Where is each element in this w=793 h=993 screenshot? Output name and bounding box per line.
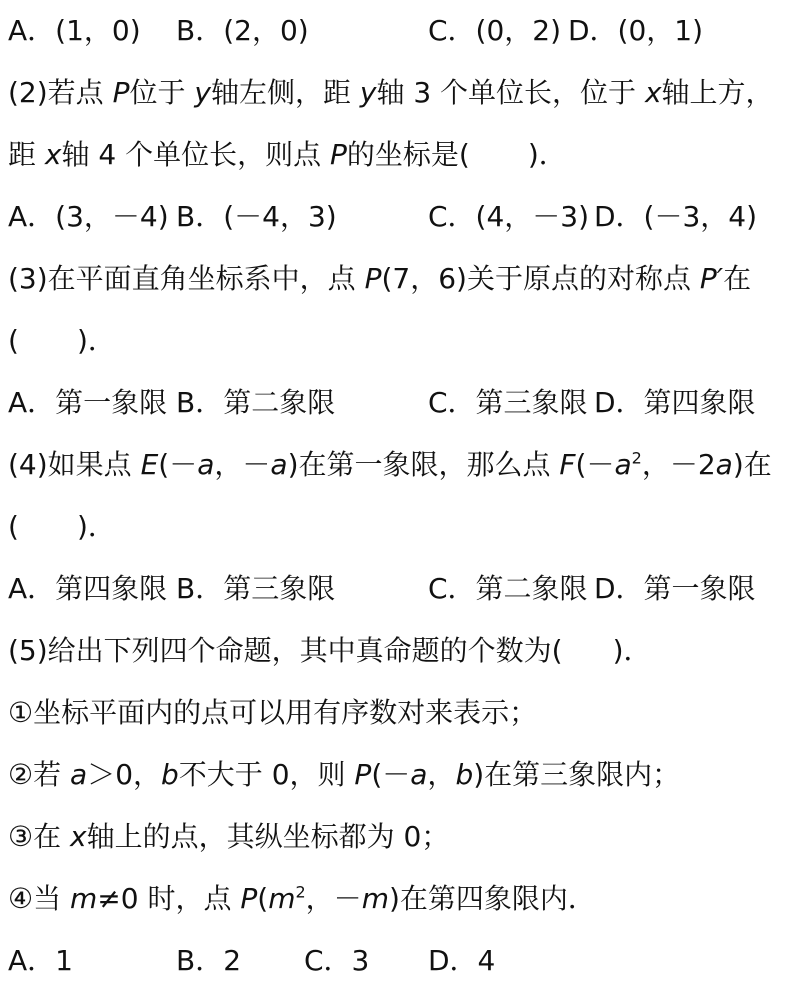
q1-option-b: B．(2，0)	[176, 14, 309, 47]
var-p: P	[240, 882, 258, 915]
proposition-text: ③在	[8, 820, 71, 853]
proposition-text: (－	[371, 758, 411, 791]
q3-stem-line-1	[8, 248, 787, 310]
var-m: m	[268, 882, 296, 915]
q3-stem-line-2	[8, 310, 787, 372]
var-p-prime: P′	[699, 262, 724, 295]
q4-option-a: A．第四象限	[8, 572, 168, 605]
proposition-text: ②若	[8, 758, 71, 791]
proposition-text: 轴上的点，其纵坐标都为 0；	[86, 820, 450, 853]
q2-stem-text: 轴 4 个单位长，则点	[61, 138, 331, 171]
q1-options-row	[8, 0, 787, 62]
q3-options-row	[8, 372, 787, 434]
proposition-text: )在第三象限内；	[473, 758, 681, 791]
var-m: m	[361, 882, 389, 915]
q1-option-a: A．(1，0)	[8, 14, 141, 47]
var-a: a	[715, 448, 733, 481]
q5-option-d: D．4	[428, 944, 496, 977]
exponent: 2	[295, 882, 306, 902]
proposition-text: (	[257, 882, 269, 915]
q4-options-row	[8, 558, 787, 620]
q3-stem-text: (3)在平面直角坐标系中，点	[8, 262, 365, 295]
q4-option-b: B．第三象限	[176, 572, 336, 605]
q4-stem-text: (－	[158, 448, 198, 481]
var-x: x	[44, 138, 62, 171]
var-b: b	[455, 758, 474, 791]
q4-stem-text: ，－2	[641, 448, 716, 481]
q4-stem-text: ，－	[214, 448, 271, 481]
proposition-text: ≠0 时，点	[97, 882, 241, 915]
var-a: a	[70, 758, 88, 791]
q4-stem-line-1	[8, 434, 787, 496]
q1-option-c: C．(0，2)	[428, 14, 562, 47]
proposition-text: ④当	[8, 882, 71, 915]
q3-option-a: A．第一象限	[8, 386, 168, 419]
q1-option-d: D．(0，1)	[568, 14, 704, 47]
q3-option-c: C．第三象限	[428, 386, 588, 419]
proposition-text: ＞0，	[87, 758, 162, 791]
q2-stem-text: 的坐标是(	[346, 138, 470, 171]
q5-options-row	[8, 930, 787, 992]
var-m: m	[70, 882, 98, 915]
var-p: P	[354, 758, 372, 791]
q4-option-d: D．第一象限	[594, 572, 756, 605]
var-p: P	[112, 76, 130, 109]
q2-stem-line-1	[8, 62, 787, 124]
q2-option-b: B．(－4，3)	[176, 200, 337, 233]
q4-stem-text: )在第一象限，那么点	[287, 448, 560, 481]
q2-option-a: A．(3，－4)	[8, 200, 169, 233]
var-p: P	[364, 262, 382, 295]
q4-stem-text: )在	[732, 448, 772, 481]
q5-proposition-1	[8, 682, 787, 744]
var-b: b	[161, 758, 179, 791]
q4-stem-text: (	[8, 510, 19, 543]
var-x: x	[70, 820, 87, 853]
q5-option-b: B．2	[176, 944, 242, 977]
q3-stem-text: 在	[723, 262, 752, 295]
q5-option-c: C．3	[304, 944, 370, 977]
q3-option-b: B．第二象限	[176, 386, 336, 419]
q2-stem-text: 位于	[129, 76, 195, 109]
var-a: a	[270, 448, 288, 481]
proposition-text: ①坐标平面内的点可以用有序数对来表示；	[8, 696, 538, 729]
q5-stem-line	[8, 620, 787, 682]
q2-stem-text: 轴上方，	[661, 76, 774, 109]
q2-stem-text: (2)若点	[8, 76, 113, 109]
q2-options-row	[8, 186, 787, 248]
q2-option-c: C．(4，－3)	[428, 200, 590, 233]
q5-proposition-3	[8, 806, 787, 868]
q5-stem-text: (5)给出下列四个命题，其中真命题的个数为(	[8, 634, 563, 667]
q4-option-c: C．第二象限	[428, 572, 588, 605]
q5-option-a: A．1	[8, 944, 73, 977]
q3-stem-text: (	[8, 324, 19, 357]
q4-stem-line-2	[8, 496, 787, 558]
q5-stem-text: )．	[612, 634, 652, 667]
q2-stem-line-2	[8, 124, 787, 186]
q5-proposition-4	[8, 868, 787, 930]
var-a: a	[614, 448, 632, 481]
q3-stem-text: (7，6)关于原点的对称点	[381, 262, 700, 295]
var-p: P	[330, 138, 347, 171]
q3-option-d: D．第四象限	[594, 386, 756, 419]
var-y: y	[359, 76, 377, 109]
var-a: a	[410, 758, 428, 791]
q5-proposition-2	[8, 744, 787, 806]
q2-option-d: D．(－3，4)	[594, 200, 758, 233]
proposition-text: ，	[427, 758, 456, 791]
q4-stem-text: )．	[76, 510, 116, 543]
proposition-text: 不大于 0，则	[178, 758, 355, 791]
var-e: E	[140, 448, 159, 481]
q4-stem-text: (4)如果点	[8, 448, 141, 481]
proposition-text: )在第四象限内．	[388, 882, 596, 915]
proposition-text: ，－	[305, 882, 362, 915]
q2-stem-text: 轴 3 个单位长，位于	[376, 76, 645, 109]
q3-stem-text: )．	[76, 324, 116, 357]
var-y: y	[194, 76, 211, 109]
var-f: F	[559, 448, 576, 481]
q2-stem-text: )．	[527, 138, 567, 171]
q2-stem-text: 轴左侧，距	[210, 76, 360, 109]
q2-stem-text: 距	[8, 138, 45, 171]
var-x: x	[644, 76, 662, 109]
var-a: a	[197, 448, 215, 481]
q4-stem-text: (－	[575, 448, 615, 481]
exponent: 2	[631, 448, 642, 468]
